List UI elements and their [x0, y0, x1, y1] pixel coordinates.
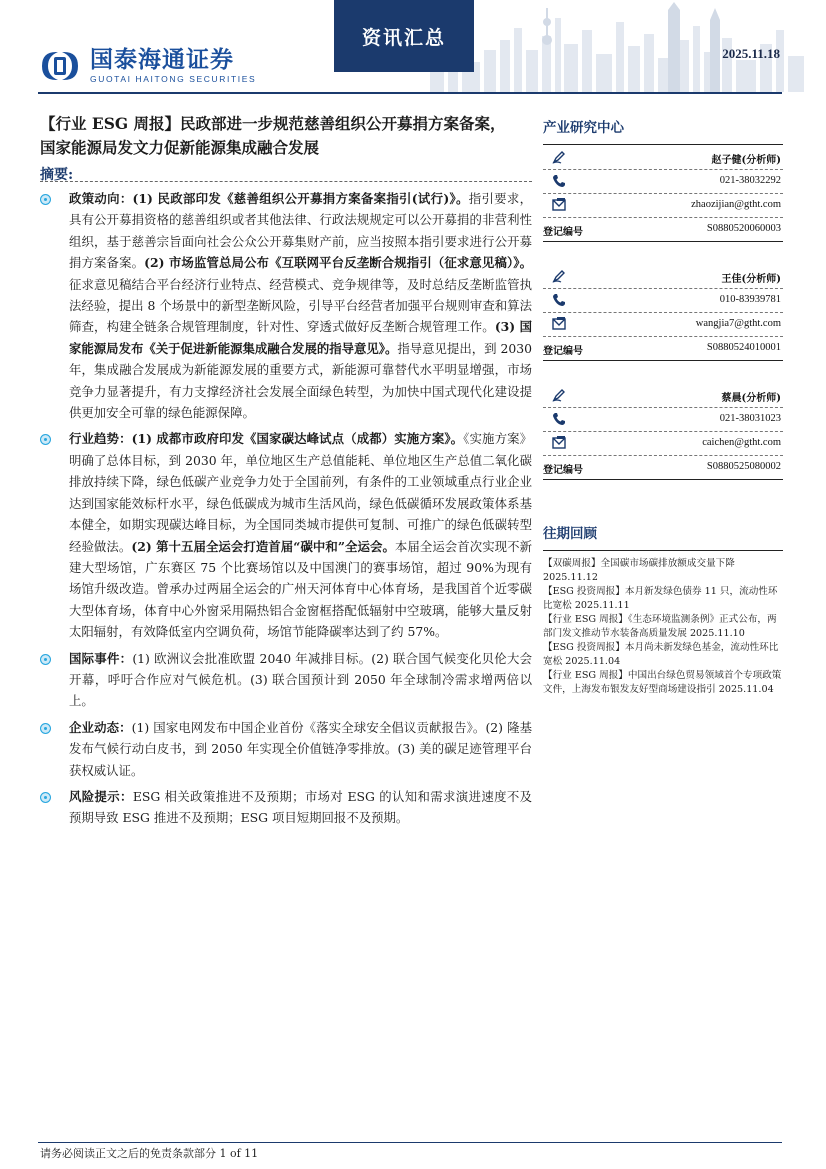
analyst-card [543, 384, 783, 480]
abstract-item-heading: (2) 市场监管总局公布《互联网平台反垄断合规指引（征求意见稿）》。 [144, 255, 532, 271]
abstract-label: 摘要: [40, 167, 74, 183]
abstract-item-heading: 国际事件： [69, 650, 133, 666]
reg-label: 登记编号 [543, 346, 583, 357]
footer-disclaimer: 请务必阅读正文之后的免责条款部分 1 of 11 [40, 1147, 259, 1160]
past-issues-divider [543, 550, 783, 551]
past-issues-list [543, 557, 783, 697]
abstract-item-text: ESG 相关政策推进不及预期；市场对 ESG 的认知和需求演进速度不及预期导致 ESG 推进不及预期；ESG 项目短期回报不及预期。 [69, 788, 533, 826]
pen-icon [551, 268, 567, 284]
analyst-phone: 010-83939781 [719, 294, 781, 305]
analyst-row [543, 337, 783, 361]
pen-icon [551, 387, 567, 403]
analyst-phone: 021-38031023 [719, 413, 781, 424]
phone-icon [551, 411, 567, 427]
footer-divider [38, 1142, 782, 1143]
analyst-name: 王佳(分析师) [721, 274, 781, 285]
abstract-item-text: 指导意见提出，到 2030 年，集成融合发展成为新能源发展的重要方式，新能源可靠替代水平明显增强，市场竞争力显著提升，有力支撑经济社会发展全面绿色转型，为加快中国式现代化建设提供更加安全可靠的绿色能源保障。 [69, 340, 532, 421]
abstract-list [40, 188, 532, 834]
report-type-tag: 资讯汇总 [334, 0, 474, 72]
analyst-row [543, 289, 783, 313]
abstract-item-heading: (3) 国家能源局发布《关于促进新能源集成融合发展的指导意见》。 [69, 319, 532, 356]
abstract-item [40, 188, 532, 423]
bullet-dot-icon [40, 792, 51, 803]
analyst-email[interactable]: zhaozijian@gtht.com [691, 199, 781, 210]
report-title [40, 112, 530, 160]
mail-icon [551, 435, 567, 451]
report-title-line2: 国家能源局发文力促新能源集成融合发展 [40, 138, 320, 157]
reg-label: 登记编号 [543, 227, 583, 238]
abstract-item [40, 786, 532, 829]
abstract-item [40, 428, 532, 642]
past-issue-link[interactable]: 【双碳周报】全国碳市场碳排放额成交量下降 2025.11.12 [543, 558, 735, 583]
analyst-reg-number: S0880525080002 [706, 461, 781, 472]
analyst-name: 蔡晨(分析师) [721, 393, 781, 404]
logo-name-cn: 国泰海通证券 [90, 47, 234, 73]
pen-icon [551, 149, 567, 165]
abstract-item-heading: 企业动态： [69, 719, 132, 735]
analyst-card [543, 265, 783, 361]
phone-icon [551, 173, 567, 189]
analyst-name: 赵子健(分析师) [711, 155, 781, 166]
analyst-row [543, 408, 783, 432]
bullet-dot-icon [40, 194, 51, 205]
header-divider [38, 92, 782, 94]
research-center-divider [543, 144, 783, 145]
reg-label: 登记编号 [543, 465, 583, 476]
past-issues-block [543, 522, 783, 697]
past-issues-title: 往期回顾 [543, 526, 597, 542]
analyst-row [543, 194, 783, 218]
abstract-item [40, 717, 532, 781]
analyst-row [543, 146, 783, 170]
analyst-row [543, 265, 783, 289]
analyst-row [543, 432, 783, 456]
bullet-dot-icon [40, 654, 51, 665]
abstract-item-text: (1) 国家电网发布中国企业首份《落实全球安全倡议贡献报告》。(2) 隆基发布气候行动白皮书，到 2050 年实现全价值链净零排放。(3) 美的碳足迹管理平台获权威认证。 [69, 719, 533, 778]
abstract-item-text: 《实施方案》明确了总体目标，到 2030 年，单位地区生产总值能耗、单位地区生产总值二氧化碳排放持续下降，绿色低碳产业竞争力处于全国前列，有条件的工业领域重点行业企业达到国家能效标杆水平，绿色低碳成为城市生活风尚，绿色低碳循环发展政策体系基本健全，如期实现碳达峰目标，为全国同类城市提供可复制、可推广的绿色低碳转型经验做法。 [69, 431, 532, 554]
abstract-item-heading: 政策动向：(1) 民政部印发《慈善组织公开募捐方案备案指引(试行)》。 [69, 191, 469, 206]
analyst-row [543, 218, 783, 242]
bullet-dot-icon [40, 723, 51, 734]
analyst-reg-number: S0880520060003 [706, 223, 781, 234]
bullet-dot-icon [40, 434, 51, 445]
analyst-row [543, 456, 783, 480]
past-issue-link[interactable]: 【ESG 投资周报】本月尚未新发绿色基金，流动性环比宽松 2025.11.04 [543, 642, 779, 667]
abstract-item-heading: 行业趋势：(1) 成都市政府印发《国家碳达峰试点（成都）实施方案》。 [69, 431, 464, 447]
abstract-item-text: (1) 欧洲议会批准欧盟 2040 年减排目标。(2) 联合国气候变化贝伦大会开幕，呼吁合作应对气候危机。(3) 联合国预计到 2050 年全球制冷需求增两倍以上。 [69, 650, 533, 709]
research-center-title: 产业研究中心 [543, 120, 624, 136]
abstract-item-heading: 风险提示： [69, 788, 133, 804]
mail-icon [551, 316, 567, 332]
past-issue-link[interactable]: 【行业 ESG 周报】《生态环境监测条例》正式公布，两部门发文推动节水装备高质量发展 2025.11.10 [543, 614, 777, 639]
mail-icon [551, 197, 567, 213]
abstract-item-text: 指引要求，具有公开募捐资格的慈善组织或者其他法律、行政法规规定可以公开募捐的非营利性组织，基于慈善宗旨面向社会公众公开募集财产前，应当按照本指引要求进行公开募捐方案备案。 [69, 191, 532, 271]
analyst-row [543, 170, 783, 194]
abstract-item-heading: (2) 第十五届全运会打造首届“碳中和”全运会。 [131, 538, 395, 554]
logo-name-en: GUOTAI HAITONG SECURITIES [90, 74, 257, 84]
analyst-card [543, 146, 783, 242]
abstract-item [40, 648, 532, 712]
phone-icon [551, 292, 567, 308]
report-date: 2025.11.18 [722, 46, 780, 61]
company-logo [38, 48, 256, 84]
abstract-divider [40, 181, 532, 182]
past-issue-link[interactable]: 【ESG 投资周报】本月新发绿色债券 11 只，流动性环比宽松 2025.11.11 [543, 586, 778, 611]
analyst-row [543, 384, 783, 408]
abstract-item-text: 征求意见稿结合平台经济行业特点、经营模式、竞争规律等，及时总结反垄断监管执法经验，提出 8 个场景中的新型垄断风险，引导平台经营者加强平台规则审查和算法筛查，构建全链条合规管理制度，针对性、穿透式做好反垄断合规管理工作。 [69, 276, 532, 335]
analyst-phone: 021-38032292 [719, 175, 781, 186]
logo-mark-icon [38, 48, 82, 84]
past-issue-link[interactable]: 【行业 ESG 周报】中国出台绿色贸易领域首个专项政策文件，上海发布银发友好型商场建设指引 2025.11.04 [543, 670, 782, 695]
analyst-email[interactable]: caichen@gtht.com [702, 437, 781, 448]
analyst-reg-number: S0880524010001 [706, 342, 781, 353]
analyst-email[interactable]: wangjia7@gtht.com [695, 318, 781, 329]
abstract-item-text: 本届全运会首次实现不新建大型场馆，广东赛区 75 个比赛场馆以及中国澳门的赛事场馆，超过 90%为现有场馆升级改造。曾承办过两届全运会的广州天河体育中心体育场，是我国首个近零碳大型体育场，体育中心外窗采用隔热铝合金窗框搭配低辐射中空玻璃，能够大量反射太阳辐射，有效降低室内空调负荷，场馆节能降碳率达到了约 57%。 [69, 538, 532, 640]
report-title-line1: 【行业 ESG 周报】民政部进一步规范慈善组织公开募捐方案备案， [40, 114, 506, 133]
research-center-block [543, 116, 783, 145]
analyst-row [543, 313, 783, 337]
